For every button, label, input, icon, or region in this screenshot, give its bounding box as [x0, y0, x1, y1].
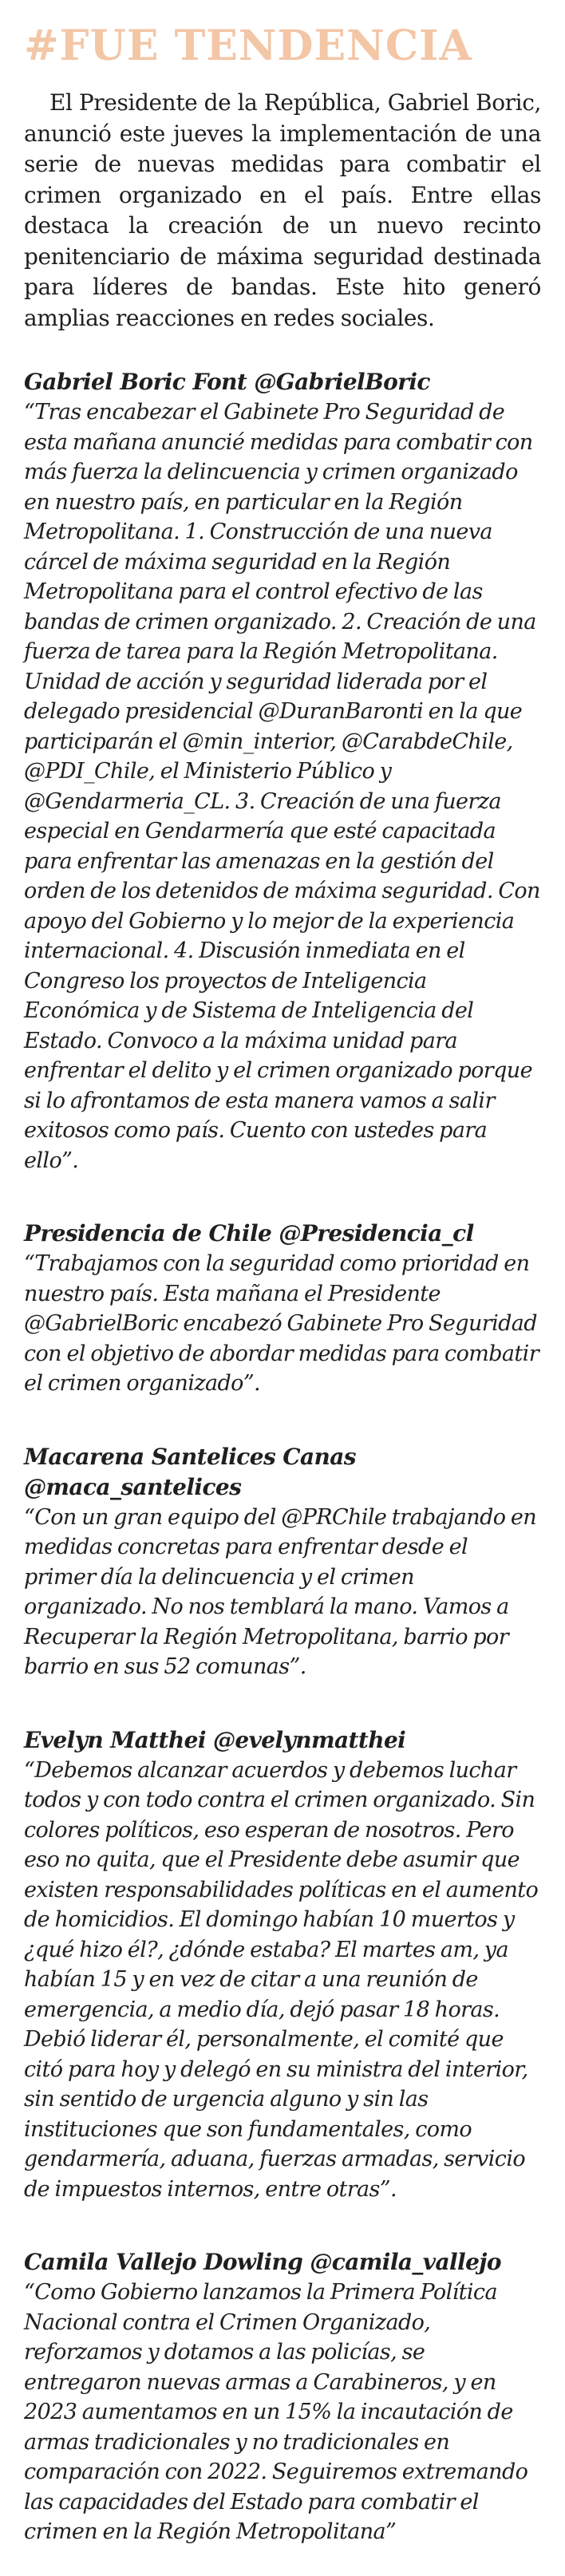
post-author: Macarena Santelices Canas @maca_santelices	[24, 1443, 356, 1500]
social-post	[24, 1219, 541, 1399]
post-quote: “Tras encabezar el Gabinete Pro Seguridad de esta mañana anuncié medidas para combatir con más fuerza la delincuencia y crimen organizado en nuestro país, en particular en la Región Metropolitana. 1. Construcción de una nueva cárcel de máxima seguridad en la Región Metropolitana para el control efectivo de las bandas de crimen organizado. 2. Creación de una fuerza de tarea para la Región Metropolitana. Unidad de acción y seguridad liderada por el delegado presidencial @DuranBaronti en la que participarán el @min_interior, @CarabdeChile, @PDI_Chile, el Ministerio Público y @Gendarmeria_CL. 3. Creación de una fuerza especial en Gendarmería que esté capacitada para enfrentar las amenazas en la gestión del orden de los detenidos de máxima seguridad. Con apoyo del Gobierno y lo mejor de la experiencia internacional. 4. Discusión inmediata en el Congreso los proyectos de Inteligencia Económica y de Sistema de Inteligencia del Estado. Convoco a la máxima unidad para enfrentar el delito y el crimen organizado porque si lo afrontamos de esta manera vamos a salir exitosos como país. Cuento con ustedes para ello”.	[24, 400, 540, 1173]
intro-paragraph: El Presidente de la República, Gabriel Boric, anunció este jueves la implementación de una serie de nuevas medidas para combatir el crimen organizado en el país. Entre ellas destaca la creación de un nuevo recinto penitenciario de máxima seguridad destinada para líderes de bandas. Este hito generó amplias reacciones en redes sociales.	[24, 89, 541, 331]
post-author: Evelyn Matthei @evelynmatthei	[24, 1726, 406, 1753]
post-quote: “Debemos alcanzar acuerdos y debemos luchar todos y con todo contra el crimen organizado. Sin colores políticos, eso esperan de nosotros. Pero eso no quita, que el Presidente debe asumir que existen responsabilidades políticas en el aumento de homicidios. El domingo habían 10 muertos y ¿qué hizo él?, ¿dónde estaba? El martes am, ya habían 15 y en vez de citar a una reunión de emergencia, a medio día, dejó pasar 18 horas. Debió liderar él, personalmente, el comité que citó para hoy y delegó en su ministra del interior, sin sentido de urgencia alguno y sin las instituciones que son fundamentales, como gendarmería, aduana, fuerzas armadas, servicio de impuestos internos, entre otras”.	[24, 1757, 539, 2202]
social-post	[24, 367, 541, 1175]
post-quote: “Trabajamos con la seguridad como prioridad en nuestro país. Esta mañana el Presidente @GabrielBoric encabezó Gabinete Pro Seguridad con el objetivo de abordar medidas para combatir el crimen organizado”.	[24, 1251, 539, 1396]
social-post	[24, 1725, 541, 2205]
post-author: Presidencia de Chile @Presidencia_cl	[24, 1220, 474, 1247]
post-quote: “Con un gran equipo del @PRChile trabajando en medidas concretas para enfrentar desde el primer día la delincuencia y el crimen organizado. No nos temblará la mano. Vamos a Recuperar la Región Metropolitana, barrio por barrio en sus 52 comunas”.	[24, 1504, 537, 1679]
post-author: Gabriel Boric Font @GabrielBoric	[24, 369, 430, 395]
post-author: Camila Vallejo Dowling @camila_vallejo	[24, 2249, 501, 2275]
post-quote: “Como Gobierno lanzamos la Primera Política Nacional contra el Crimen Organizado, reforzamos y dotamos a las policías, se entregaron nuevas armas a Carabineros, y en 2023 aumentamos en un 15% la incautación de armas tradicionales y no tradicionales en comparación con 2022. Seguiremos extremando las capacidades del Estado para combatir el crimen en la Región Metropolitana”	[24, 2280, 528, 2544]
section-heading: #FUE TENDENCIA	[24, 22, 472, 70]
social-post	[24, 2247, 541, 2547]
social-post	[24, 1442, 541, 1682]
